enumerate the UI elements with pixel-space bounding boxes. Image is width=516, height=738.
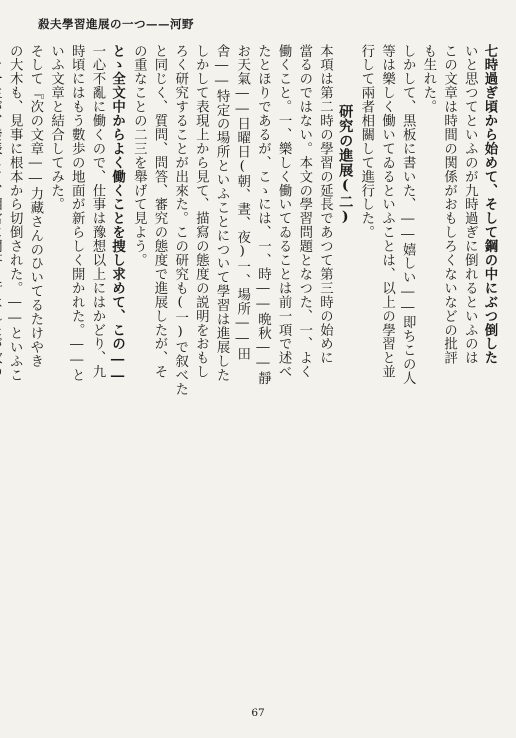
text-line: いふ文章と結合してみた。 <box>48 44 64 212</box>
text-line: 一心不亂に働くので、仕事は豫想以上にはかどり、九 <box>89 44 105 379</box>
text-line: も生れた。 <box>420 44 436 114</box>
text-line: とゝ全文中からよく働くことを捜し求めて、この―― <box>109 44 126 384</box>
text-line: この文章は時間の関係がおもしろくないなどの批評 <box>441 44 457 365</box>
text-line: 等は樂しく働いてゐるといふことは、以上の學習と並 <box>379 44 395 379</box>
section-heading: 研究の進展(二) <box>337 104 354 226</box>
page-number: 67 <box>251 707 265 719</box>
text-line: ろく研究することが出來た。この研究も(一)で叙べた <box>172 44 188 396</box>
text-line: 本項は第二時の學習の延長であつて第三時の始めに <box>317 44 333 365</box>
text-line: いと思つてといふのが九時過ぎに倒れるといふのは <box>462 44 478 365</box>
text-line: の大木も、見事に根本から切倒された。――といふこ <box>7 44 23 382</box>
text-line: 働くこと。一、樂しく働いてゐることは前一項で述べ <box>276 44 292 379</box>
text-line: 七時過ぎ頃から始めて、そして鋼の中にぶつ倒した <box>482 44 498 365</box>
running-header: 殺夫學習進展の一つ——河野 <box>38 17 194 31</box>
text-line: と同じく、質問、問答、審究の態度で進展したが、そ <box>151 44 167 379</box>
text-line: しかして表現上から見て、描寫の態度の説明をおもし <box>193 44 209 379</box>
body-text <box>7 44 500 684</box>
text-line: お天氣――日曜日(朝、晝、夜)一、場所――田 <box>234 44 250 361</box>
text-line: しかして、黒板に書いた、――嬉しい――即ちこの人 <box>400 44 416 386</box>
text-line: 當るのではない。本文の學習問題となつた、一、よく <box>296 44 312 379</box>
text-line: の重なことの二三を舉げて見よう。 <box>131 44 147 268</box>
text-line: 時頃にはもう數歩の地面が新らしく開かれた。――と <box>69 44 85 382</box>
text-line: 行して兩者相關して進行した。 <box>358 44 374 240</box>
text-line: そして『次の文章――力藏さんのひいてるたけやき <box>27 44 43 369</box>
text-line: たとほりであるが、こゝには、一、時――晩秋――靜 <box>255 44 271 386</box>
text-line: 舎――特定の場所といふことについて學習は進展した <box>214 44 230 382</box>
